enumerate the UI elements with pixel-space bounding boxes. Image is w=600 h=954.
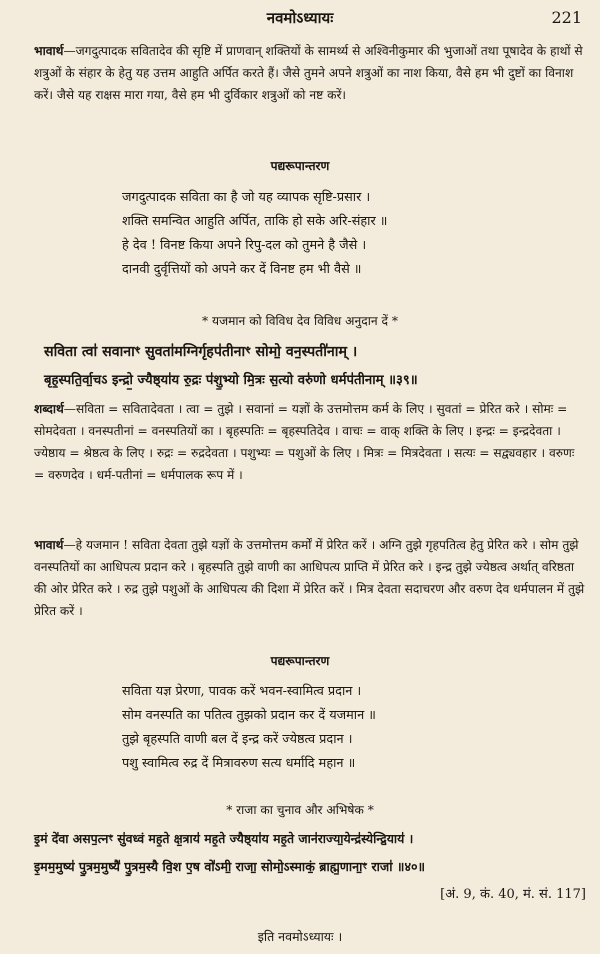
- mantra-39-line-1: सविता त्वा॑ सवानाꣳ सुवता॑मग्निर्गृहप॑तीनाꣳ सोमो॒ वन॒स्पती॑नाम् ।: [44, 344, 358, 360]
- mantra-39-line-2: बृह॒स्पति॒र्वा॒चऽ इन्द्रो॒ ज्यैष्ठ्या॑य रु॒द्रः प॑शु॒भ्यो मि॒त्रः स॒त्यो वरु॑णो धर्मप॑तीनाम् ॥३९॥: [44, 373, 418, 388]
- bhavarth-label: भावार्थ: [34, 538, 64, 552]
- verse-block-2: [122, 680, 376, 776]
- shabdarth-label: शब्दार्थ: [34, 402, 64, 416]
- bhavarth-paragraph-1: [34, 40, 586, 106]
- verse-reference: [अं. 9, कं. 40, मं. सं. 117]: [440, 887, 586, 902]
- page-header: [0, 4, 600, 34]
- verse-line: दानवी दुर्वृत्तियों को अपने कर दें विनष्ट हम भी वैसे ॥: [122, 262, 362, 277]
- bhavarth-label: भावार्थ: [34, 44, 64, 58]
- shabdarth-text: —सविता = सवितादेवता । त्वा = तुझे । सवानां = यज्ञों के उत्तमोत्तम कर्म के लिए । सुवतां = प्रेरित करे । सोमः = सोमदेवता । वनस्पतीनां = वनस्पतियों का । बृहस्पतिः = बृहस्पतिदेव । वाचः = वाक् शक्ति के लिए । इन्द्रः = इन्द्रदेवता । ज्येष्ठाय = श्रेष्ठत्व के लिए । रुद्रः = रुद्रदेवता । पशुभ्यः = पशुओं के लिए । मित्रः = मित्रदेवता । सत्यः = सद्व्यवहार । वरुणः = वरुणदेव । धर्म-पतीनां = धर्मपालक रूप में ।: [34, 402, 575, 482]
- chapter-title: नवमोऽध्यायः: [266, 9, 334, 27]
- verse-line: जगदुत्पादक सविता का है जो यह व्यापक सृष्टि-प्रसार ।: [122, 190, 371, 205]
- page-number: 221: [551, 8, 582, 27]
- verse-line: शक्ति समन्वित आहुति अर्पित, ताकि हो सके अरि-संहार ॥: [122, 214, 388, 229]
- section-subheading-2: * राजा का चुनाव और अभिषेक *: [226, 803, 374, 817]
- verse-heading-2: पद्यरूपान्तरण: [270, 654, 330, 668]
- bhavarth-paragraph-2: [34, 534, 586, 622]
- verse-line: सविता यज्ञ प्रेरणा, पावक करें भवन-स्वामित्व प्रदान ।: [122, 684, 362, 699]
- verse-heading-1: पद्यरूपान्तरण: [270, 159, 330, 173]
- bhavarth-text: —जगदुत्पादक सवितादेव की सृष्टि में प्राणवान् शक्तियों के सामर्थ्य से अश्विनीकुमार की भुजाओं तथा पूषादेव के हाथों से शत्रुओं के संहार के हेतु यह उत्तम आहुति अर्पित करते हैं। जैसे तुमने अपने शत्रुओं का नाश किया, वैसे हम भी दुष्टों का विनाश करें। जैसे यह राक्षस मारा गया, वैसे हम भी दुर्विकार शत्रुओं को नष्ट करें।: [34, 44, 583, 102]
- verse-line: सोम वनस्पति का पतित्व तुझको प्रदान कर दें यजमान ॥: [122, 708, 376, 723]
- verse-line: हे देव ! विनष्ट किया अपने रिपु-दल को तुमने है जैसे ।: [122, 238, 367, 253]
- verse-block-1: [122, 186, 387, 282]
- shabdarth-paragraph: [34, 398, 586, 486]
- section-subheading-1: * यजमान को विविध देव विविध अनुदान दें *: [202, 314, 398, 328]
- chapter-end-note: इति नवमोऽध्यायः ।: [257, 929, 343, 944]
- verse-line: तुझे बृहस्पति वाणी बल दें इन्द्र करें ज्येष्ठत्व प्रदान ।: [122, 732, 353, 747]
- verse-line: पशु स्वामित्व रुद्र दें मित्रावरुण सत्य धर्मादि महान ॥: [122, 756, 356, 771]
- bhavarth-text: —हे यजमान ! सविता देवता तुझे यज्ञों के उत्तमोत्तम कर्मों में प्रेरित करें । अग्नि तुझे गृहपतित्व हेतु प्रेरित करे । सोम तुझे वनस्पतियों का आधिपत्य प्रदान करे । बृहस्पति तुझे वाणी का आधिपत्य प्राप्ति में प्रेरित करे । इन्द्र तुझे ज्येष्ठत्व अर्थात् वरिष्ठता की ओर प्रेरित करे । रुद्र तुझे पशुओं के आधिपत्य की दिशा में प्रेरित करें । मित्र देवता सदाचरण और वरुण देव धर्मपालन में तुझे प्रेरित करें ।: [34, 538, 585, 618]
- mantra-40-line-1: इ॒मं दे॑वा असप॒त्नꣳ सु॑वध्वं मह॒ते क्ष॒त्राय॑ मह॒ते ज्यैष्ठ्या॑य मह॒ते जान॑राज्या॒येन्द्र॑स्येन्द्रि॒याय॑ ।: [34, 831, 414, 846]
- mantra-40-line-2: इ॒मम॒मुष्य॑ पु॒त्रम॒मुष्यै॑ पु॒त्रम॒स्यै वि॒श ए॒ष वो॑ऽमी॒ राजा॒ सोमो॒ऽस्माकं॒ ब्राह्म॒णाना॒ꣳ राजा॑ ॥४०॥: [34, 859, 426, 874]
